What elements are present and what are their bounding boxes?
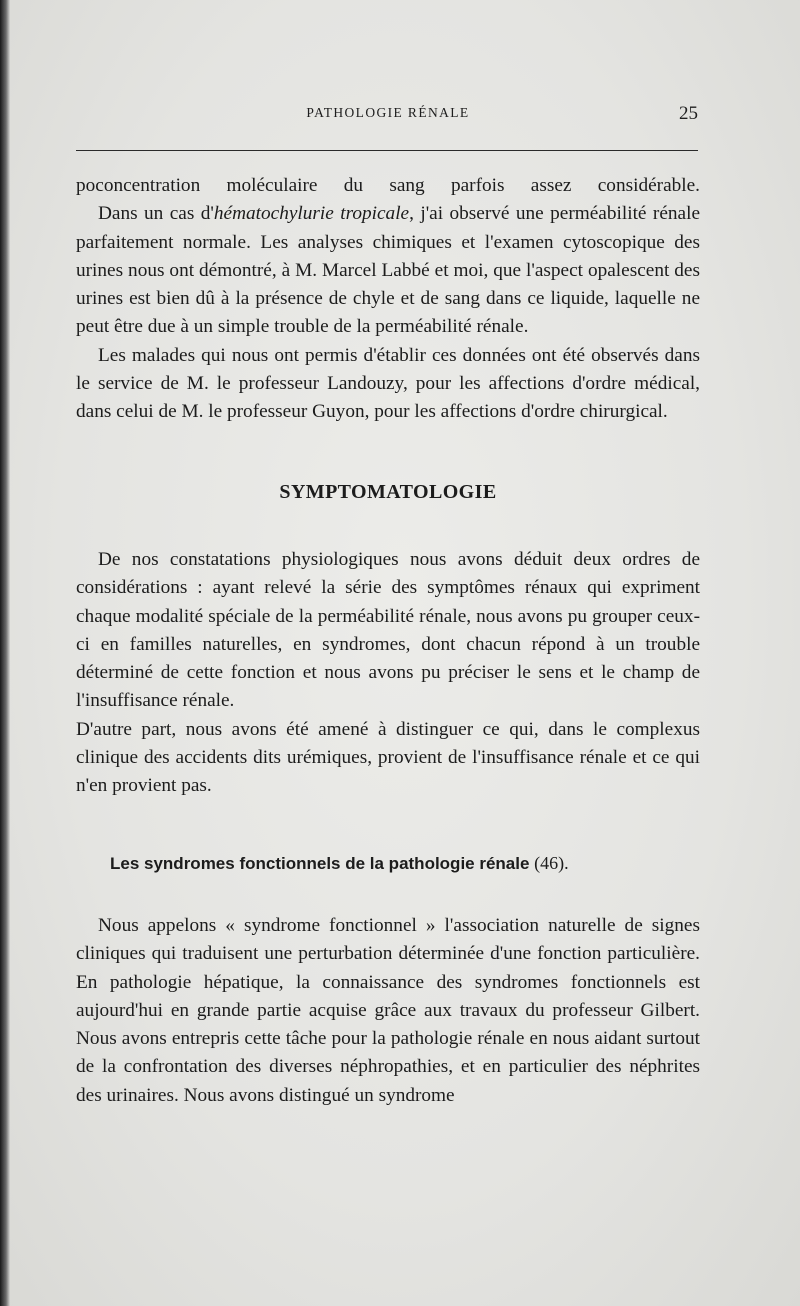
page-number: 25 (679, 103, 698, 124)
section-title: SYMPTOMATOLOGIE (279, 480, 497, 503)
paragraph-text-end: , j'ai observé une perméabilité rénale parfaitement normale. Les analyses chimiques et l'examen cytoscopique des urines nous ont démontré, à M. Marcel Labbé et moi, que l'aspect opalescent des urines est bien dû à la présence de chyle et de sang dans ce liquide, laquelle ne peut être due à un simple trouble de la perméabilité rénale. (76, 203, 700, 338)
paragraph-malades: Les malades qui nous ont permis d'établir ces données ont été observés dans le service de M. le professeur Landouzy, pour les affections d'ordre médical, dans celui de M. le professeur Guyon, pour les affections d'ordre chirurgical. (76, 344, 700, 423)
body-text (76, 172, 700, 1110)
paragraph-constatations: De nos constatations physiologiques nous avons déduit deux ordres de considérations : ayant relevé la série des symptômes rénaux qui expriment chaque modalité spéciale de la perméabilité rénale, nous avons pu grouper ceux-ci en familles naturelles, en syndromes, dont chacun répond à un trouble déterminé de cette fonction et nous avons pu préciser le sens et le champ de l'insuffisance rénale. (76, 548, 700, 712)
paragraph-continued: poconcentration moléculaire du sang parfois assez considérable. (76, 175, 700, 196)
paragraph-hematochylurie (76, 200, 700, 341)
page-header (76, 105, 700, 129)
paragraph-autre-part: D'autre part, nous avons été amené à distinguer ce qui, dans le complexus clinique des accidents dits urémiques, provient de l'insuffisance rénale et ce qui n'en provient pas. (76, 718, 700, 797)
italic-term: hématochylurie tropicale (213, 203, 410, 225)
running-head: PATHOLOGIE RÉNALE (306, 105, 470, 120)
subsection-title (76, 801, 700, 912)
header-rule (76, 150, 698, 151)
subsection-title-text: Les syndromes fonctionnels de la pathologie rénale (110, 853, 530, 873)
paragraph-text-start: Dans un cas d' (98, 203, 214, 225)
paragraph-syndrome-fonctionnel: Nous appelons « syndrome fonctionnel » l'association naturelle de signes cliniques qui traduisent une perturbation déterminée d'une fonction particulière. En pathologie hépatique, la connaissance des syndromes fonctionnels est aujourd'hui en grande partie acquise grâce aux travaux du professeur Gilbert. Nous avons entrepris cette tâche pour la pathologie rénale en nous aidant surtout de la confrontation des diverses néphropathies, et en particulier des néphrites des urinaires. Nous avons distingué un syndrome (76, 914, 700, 1106)
page-gutter-shadow (0, 0, 10, 1306)
subsection-reference: (46). (534, 852, 569, 873)
